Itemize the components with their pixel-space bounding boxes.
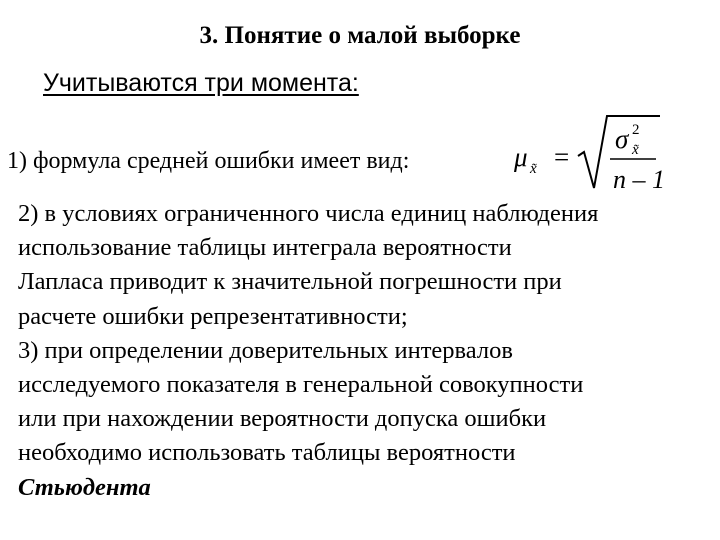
formula-denominator: n – 1 xyxy=(613,165,665,194)
formula-equals: = xyxy=(554,142,570,172)
formula-sigma-sup: 2 xyxy=(632,122,640,138)
slide-title: 3. Понятие о малой выборке xyxy=(199,22,521,49)
body-text xyxy=(18,197,708,505)
body-line: 2) в условиях ограниченного числа единиц наблюдения xyxy=(18,200,599,227)
formula-sigma-sub: x̃ xyxy=(632,142,639,158)
body-line: исследуемого показателя в генеральной совокупности xyxy=(18,371,584,399)
body-line: расчете ошибки репрезентативности; xyxy=(18,302,408,330)
formula-sigma: σ xyxy=(615,124,629,154)
student-emphasis: Стьюдента xyxy=(18,473,151,501)
body-line: использование таблицы интеграла вероятности xyxy=(18,234,512,262)
body-line: Лапласа приводит к значительной погрешности при xyxy=(18,268,562,296)
intro-heading: Учитываются три момента: xyxy=(43,69,359,97)
body-line: или при нахождении вероятности допуска ошибки xyxy=(18,405,547,433)
formula-mu: μ xyxy=(514,142,528,172)
error-formula xyxy=(510,112,670,196)
body-line: 3) при определении доверительных интервалов xyxy=(18,336,513,364)
item-1-text: 1) формула средней ошибки имеет вид: xyxy=(7,148,410,174)
formula-mu-sub: x̃ xyxy=(530,161,537,177)
body-line: необходимо использовать таблицы вероятности xyxy=(18,439,516,467)
